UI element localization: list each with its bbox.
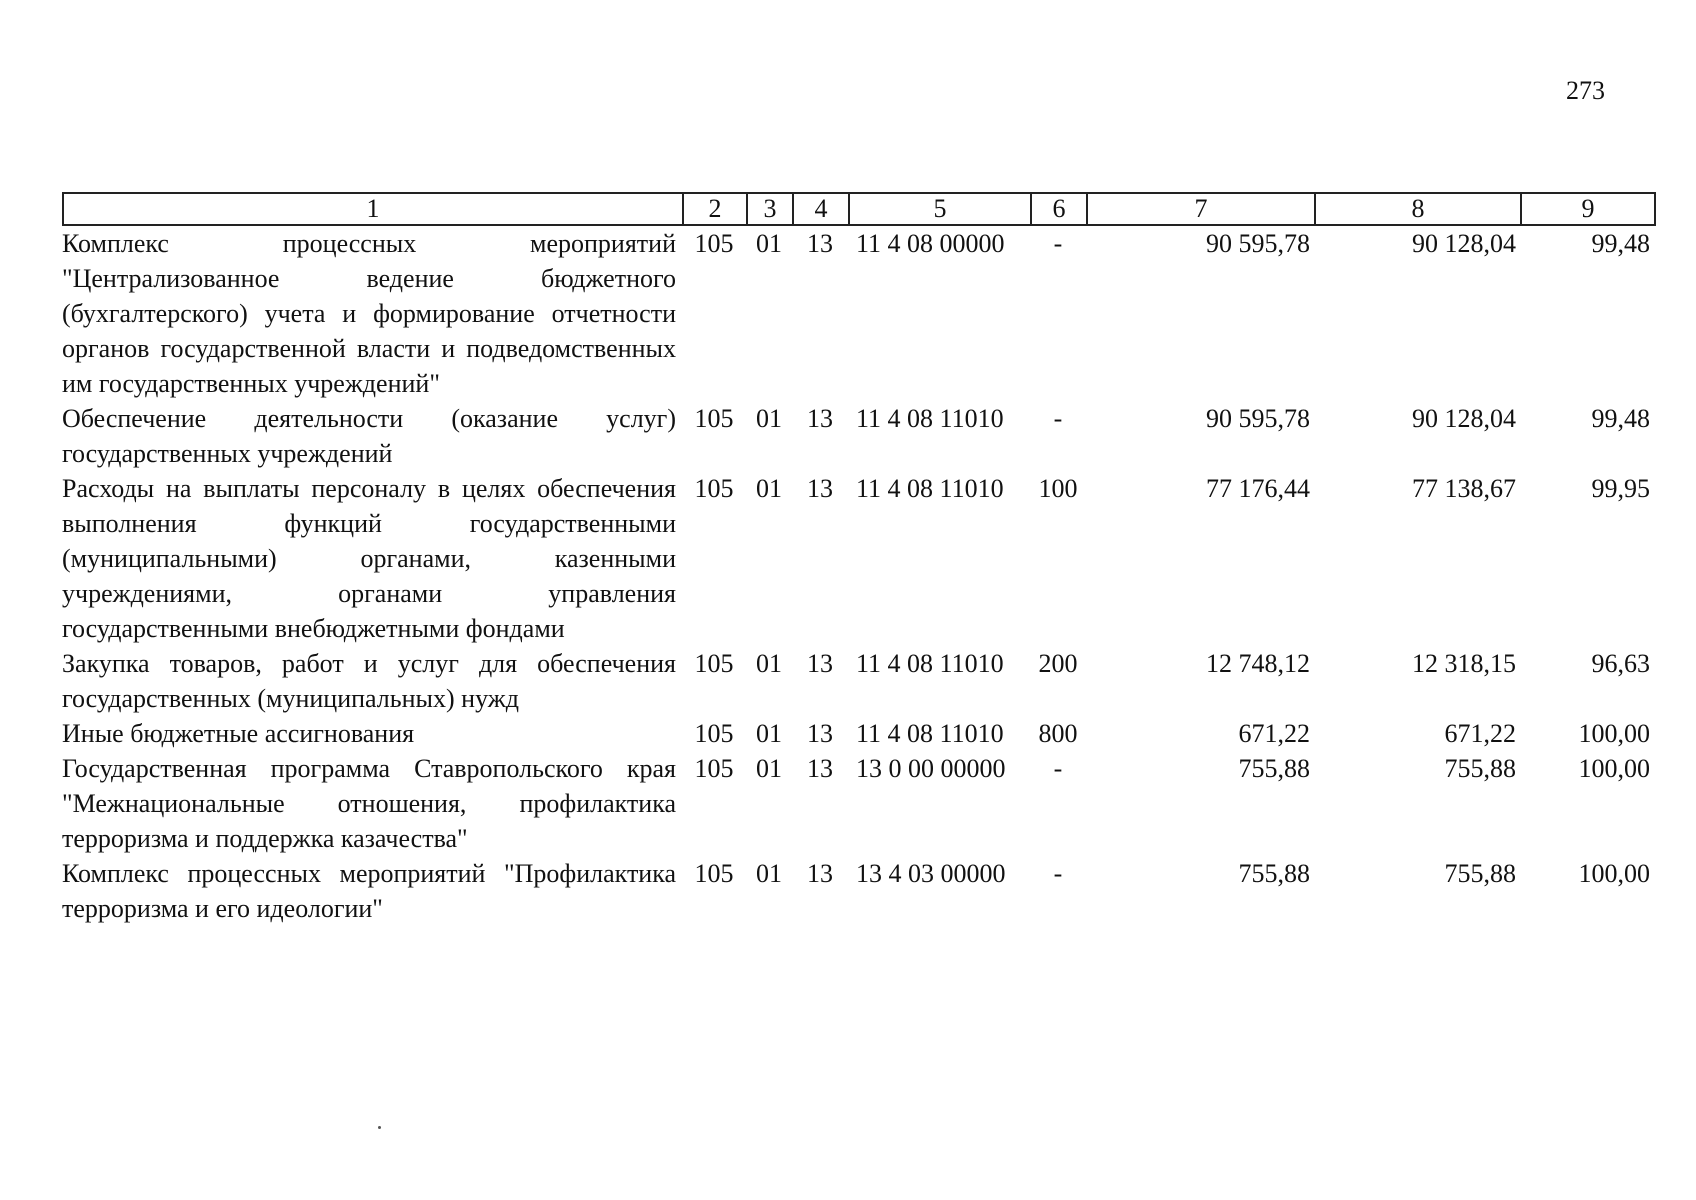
table-row [62,646,1654,716]
column-header: 2 [683,193,747,225]
row-value-8: 671,22 [1444,719,1516,748]
row-code-3: 01 [756,754,782,783]
column-header: 4 [793,193,849,225]
column-header: 8 [1315,193,1521,225]
row-code-4: 13 [807,754,833,783]
row-code-2: 105 [694,649,734,678]
column-header: 9 [1521,193,1655,225]
row-code-5: 13 0 00 00000 [856,754,1006,783]
row-description: Закупка товаров, работ и услуг для обеспечения государственных (муниципальных) нужд [62,649,676,713]
row-description: Комплекс процессных мероприятий "Профилактика терроризма и его идеологии" [62,859,676,923]
row-code-6: - [1053,229,1063,258]
table-row [62,716,1654,751]
row-value-7: 671,22 [1238,719,1310,748]
row-code-5: 11 4 08 00000 [856,229,1005,258]
row-value-9: 99,95 [1591,474,1650,503]
row-code-4: 13 [807,474,833,503]
table-row [62,751,1654,856]
row-code-2: 105 [694,754,734,783]
row-code-2: 105 [694,404,734,433]
row-value-8: 755,88 [1444,859,1516,888]
row-description: Государственная программа Ставропольского края "Межнациональные отношения, профилактика терроризма и поддержка казачества" [62,754,676,853]
row-value-9: 100,00 [1578,754,1650,783]
row-code-6: - [1053,404,1063,433]
scan-speck [378,1126,381,1129]
row-code-4: 13 [807,859,833,888]
table-row [62,856,1654,926]
page-number: 273 [1566,76,1605,105]
row-code-4: 13 [807,719,833,748]
row-value-8: 77 138,67 [1412,474,1516,503]
column-header-table [62,192,1656,226]
row-value-8: 12 318,15 [1412,649,1516,678]
row-description: Обеспечение деятельности (оказание услуг) государственных учреждений [62,404,676,468]
row-code-2: 105 [694,719,734,748]
table-row [62,471,1654,646]
column-header: 6 [1031,193,1087,225]
budget-table [62,226,1654,926]
row-code-3: 01 [756,474,782,503]
row-code-6: 200 [1038,649,1078,678]
row-value-9: 99,48 [1591,404,1650,433]
row-value-9: 100,00 [1578,719,1650,748]
row-value-7: 755,88 [1238,754,1310,783]
row-value-8: 90 128,04 [1412,404,1516,433]
row-value-8: 755,88 [1444,754,1516,783]
table-row [62,226,1654,401]
row-value-7: 90 595,78 [1206,229,1310,258]
row-code-3: 01 [756,229,782,258]
column-header: 5 [849,193,1031,225]
row-code-2: 105 [694,229,734,258]
row-code-5: 11 4 08 11010 [856,474,1004,503]
row-code-6: 100 [1038,474,1078,503]
row-code-6: 800 [1038,719,1078,748]
table-row [62,401,1654,471]
row-value-7: 77 176,44 [1206,474,1310,503]
row-value-7: 90 595,78 [1206,404,1310,433]
row-code-5: 11 4 08 11010 [856,719,1004,748]
column-header-row [63,193,1655,225]
row-code-6: - [1053,754,1063,783]
row-code-3: 01 [756,719,782,748]
column-header: 3 [747,193,793,225]
row-value-7: 755,88 [1238,859,1310,888]
row-value-9: 100,00 [1578,859,1650,888]
row-code-4: 13 [807,404,833,433]
row-code-2: 105 [694,859,734,888]
row-description: Иные бюджетные ассигнования [62,719,415,748]
column-header: 7 [1087,193,1315,225]
row-value-9: 99,48 [1591,229,1650,258]
row-code-3: 01 [756,404,782,433]
row-code-4: 13 [807,649,833,678]
row-description: Комплекс процессных мероприятий "Централизованное ведение бюджетного (бухгалтерского) учета и формирование отчетности органов государственной власти и подведомственных им государственных учреждений" [62,229,676,398]
row-code-2: 105 [694,474,734,503]
row-code-4: 13 [807,229,833,258]
row-description: Расходы на выплаты персоналу в целях обеспечения выполнения функций государственными (муниципальными) органами, казенными учреждениями, органами управления государственными внебюджетными фондами [62,474,676,643]
row-value-9: 96,63 [1591,649,1650,678]
row-code-6: - [1053,859,1063,888]
row-code-5: 11 4 08 11010 [856,404,1004,433]
row-code-3: 01 [756,649,782,678]
row-code-5: 13 4 03 00000 [856,859,1006,888]
row-value-7: 12 748,12 [1206,649,1310,678]
column-header: 1 [63,193,683,225]
row-code-5: 11 4 08 11010 [856,649,1004,678]
row-code-3: 01 [756,859,782,888]
row-value-8: 90 128,04 [1412,229,1516,258]
